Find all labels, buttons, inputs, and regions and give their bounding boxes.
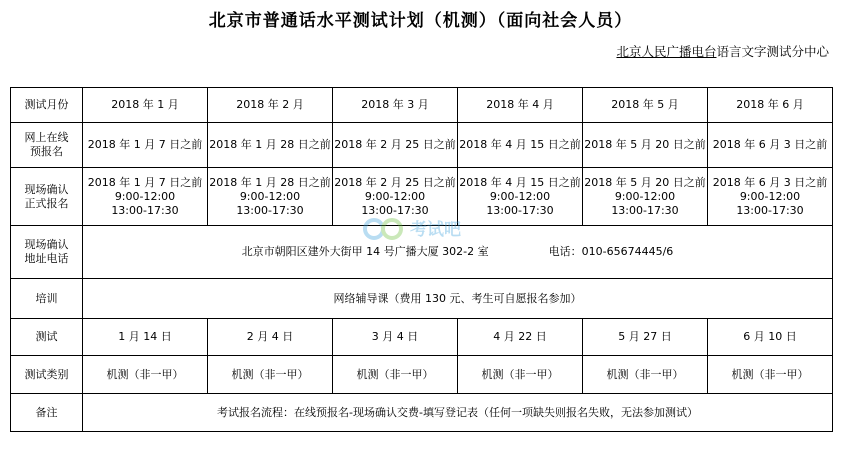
month-cell: 2018 年 4 月 <box>458 88 583 123</box>
organization-suffix: 语言文字测试分中心 <box>716 44 829 59</box>
table-row-address <box>11 226 833 279</box>
onsite-hours-pm: 13:00-17:30 <box>736 203 804 217</box>
month-cell: 2018 年 6 月 <box>708 88 833 123</box>
address-text: 北京市朝阳区建外大街甲 14 号广播大厦 302-2 室 <box>241 245 489 258</box>
onsite-hours-am: 9:00-12:00 <box>114 189 176 203</box>
onsite-cell <box>458 168 583 226</box>
onsite-hours-am: 9:00-12:00 <box>489 189 551 203</box>
category-cell: 机测（非一甲） <box>583 356 708 394</box>
online-deadline-cell: 2018 年 1 月 28 日之前 <box>208 123 333 168</box>
page-title: 北京市普通话水平测试计划（机测）（面向社会人员） <box>208 11 633 31</box>
training-cell: 网络辅导课（费用 130 元、考生可自愿报名参加） <box>83 279 833 319</box>
watermark-text: 考试吧 <box>410 220 461 240</box>
phone-text: 电话：010-65674445/6 <box>548 245 674 258</box>
remarks-cell: 考试报名流程：在线预报名-现场确认交费-填写登记表（任何一项缺失则报名失败，无法参加测试） <box>83 394 833 432</box>
onsite-deadline: 2018 年 1 月 7 日之前 <box>87 175 203 189</box>
organization-link[interactable]: 北京人民广播电台 <box>616 44 717 59</box>
category-cell: 机测（非一甲） <box>458 356 583 394</box>
onsite-hours-am: 9:00-12:00 <box>614 189 676 203</box>
table-row-training <box>11 279 833 319</box>
onsite-deadline: 2018 年 5 月 20 日之前 <box>584 175 706 189</box>
table-row-test <box>11 319 833 356</box>
test-date-cell: 6 月 10 日 <box>708 319 833 356</box>
table-row-onsite <box>11 168 833 226</box>
test-date-cell: 2 月 4 日 <box>208 319 333 356</box>
category-cell: 机测（非一甲） <box>333 356 458 394</box>
category-cell: 机测（非一甲） <box>83 356 208 394</box>
online-deadline-cell: 2018 年 2 月 25 日之前 <box>333 123 458 168</box>
onsite-hours-pm: 13:00-17:30 <box>111 203 179 217</box>
onsite-hours-am: 9:00-12:00 <box>239 189 301 203</box>
test-date-cell: 5 月 27 日 <box>583 319 708 356</box>
online-deadline-cell: 2018 年 1 月 7 日之前 <box>83 123 208 168</box>
month-cell: 2018 年 1 月 <box>83 88 208 123</box>
onsite-cell <box>83 168 208 226</box>
row-label-onsite: 现场确认 正式报名 <box>11 168 83 226</box>
month-cell: 2018 年 3 月 <box>333 88 458 123</box>
row-label-test: 测试 <box>11 319 83 356</box>
month-cell: 2018 年 5 月 <box>583 88 708 123</box>
table-row-month <box>11 88 833 123</box>
table-row-remarks <box>11 394 833 432</box>
table-row-category <box>11 356 833 394</box>
row-label-training: 培训 <box>11 279 83 319</box>
onsite-cell <box>583 168 708 226</box>
organization-name <box>616 42 829 60</box>
schedule-table <box>10 87 833 432</box>
onsite-deadline: 2018 年 4 月 15 日之前 <box>459 175 581 189</box>
month-cell: 2018 年 2 月 <box>208 88 333 123</box>
onsite-deadline: 2018 年 2 月 25 日之前 <box>334 175 456 189</box>
onsite-deadline: 2018 年 1 月 28 日之前 <box>209 175 331 189</box>
category-cell: 机测（非一甲） <box>708 356 833 394</box>
row-label-remarks: 备注 <box>11 394 83 432</box>
category-cell: 机测（非一甲） <box>208 356 333 394</box>
onsite-deadline: 2018 年 6 月 3 日之前 <box>712 175 828 189</box>
onsite-hours-pm: 13:00-17:30 <box>236 203 304 217</box>
onsite-hours-pm: 13:00-17:30 <box>486 203 554 217</box>
onsite-cell <box>333 168 458 226</box>
test-date-cell: 3 月 4 日 <box>333 319 458 356</box>
onsite-hours-am: 9:00-12:00 <box>739 189 801 203</box>
onsite-cell <box>708 168 833 226</box>
online-deadline-cell: 2018 年 5 月 20 日之前 <box>583 123 708 168</box>
row-label-address: 现场确认 地址电话 <box>11 226 83 279</box>
table-row-online <box>11 123 833 168</box>
online-deadline-cell: 2018 年 4 月 15 日之前 <box>458 123 583 168</box>
onsite-cell <box>208 168 333 226</box>
row-label-month: 测试月份 <box>11 88 83 123</box>
row-label-category: 测试类别 <box>11 356 83 394</box>
test-date-cell: 1 月 14 日 <box>83 319 208 356</box>
onsite-hours-pm: 13:00-17:30 <box>361 203 429 217</box>
onsite-hours-am: 9:00-12:00 <box>364 189 426 203</box>
address-cell <box>83 226 833 279</box>
test-date-cell: 4 月 22 日 <box>458 319 583 356</box>
row-label-online: 网上在线 预报名 <box>11 123 83 168</box>
onsite-hours-pm: 13:00-17:30 <box>611 203 679 217</box>
online-deadline-cell: 2018 年 6 月 3 日之前 <box>708 123 833 168</box>
